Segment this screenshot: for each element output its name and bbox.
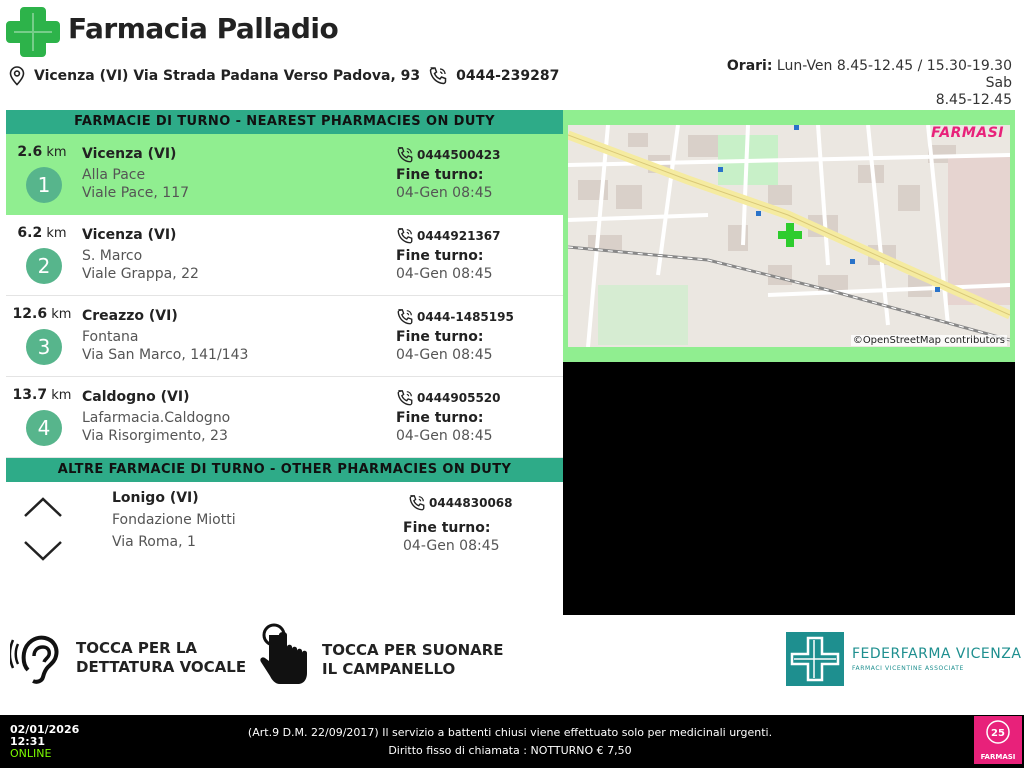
federfarma-cross-icon xyxy=(786,632,844,686)
other-phone-number: 0444830068 xyxy=(429,496,513,510)
federfarma-logo xyxy=(786,632,1021,686)
rank-badge: 3 xyxy=(26,329,62,365)
other-address: Via Roma, 1 xyxy=(112,534,196,550)
pharmacy-address: Via Risorgimento, 23 xyxy=(82,428,228,444)
header xyxy=(0,0,1024,110)
pharmacy-address: Viale Pace, 117 xyxy=(82,185,190,201)
other-end-time: 04-Gen 08:45 xyxy=(403,538,500,554)
map-canvas xyxy=(568,125,1010,347)
map[interactable] xyxy=(568,125,1010,347)
pharmacy-phone[interactable] xyxy=(396,389,501,407)
other-pharmacy xyxy=(6,482,563,615)
pharmacy-address: Vicenza (VI) Via Strada Padana Verso Padova, 93 xyxy=(34,68,421,84)
pharmacy-phone[interactable] xyxy=(396,146,501,164)
scroll-up-arrow-icon[interactable] xyxy=(22,494,64,520)
farmasi-badge xyxy=(974,716,1022,764)
pharmacy-address: Via San Marco, 141/143 xyxy=(82,347,249,363)
phone-number: 0444921367 xyxy=(417,229,501,243)
phone-number: 0444905520 xyxy=(417,391,501,405)
hours-line1: Lun-Ven 8.45-12.45 / 15.30-19.30 Sab xyxy=(776,58,1012,91)
distance: 13.7 km xyxy=(12,387,72,403)
distance: 12.6 km xyxy=(12,306,72,322)
end-time: 04-Gen 08:45 xyxy=(396,428,493,444)
rank-badge: 4 xyxy=(26,410,62,446)
location-pin-icon xyxy=(8,66,26,86)
phone-number: 0444500423 xyxy=(417,148,501,162)
other-end-label: Fine turno: xyxy=(403,520,491,536)
laurel-icon xyxy=(974,716,1022,750)
other-phone[interactable] xyxy=(408,494,513,512)
duty-pharmacy-row[interactable] xyxy=(6,215,563,296)
notice-line1: (Art.9 D.M. 22/09/2017) Il servizio a battenti chiusi viene effettuato solo per medicinali urgenti. xyxy=(247,726,773,739)
other-city: Lonigo (VI) xyxy=(112,490,199,506)
end-label: Fine turno: xyxy=(396,410,484,426)
video-display xyxy=(563,362,1015,615)
map-brand-logo: FARMASI xyxy=(931,125,1004,141)
federfarma-sub: FARMACI VICENTINE ASSOCIATE xyxy=(852,665,964,672)
phone-icon xyxy=(408,494,426,512)
pharmacy-name: S. Marco xyxy=(82,248,143,264)
federfarma-text xyxy=(852,646,1021,672)
phone-number: 0444-1485195 xyxy=(417,310,514,324)
opening-hours xyxy=(712,58,1012,109)
footer xyxy=(0,715,1024,768)
pharmacy-city: Caldogno (VI) xyxy=(82,389,190,405)
phone-icon xyxy=(396,227,414,245)
end-label: Fine turno: xyxy=(396,329,484,345)
connection-status: ONLINE xyxy=(10,747,52,760)
map-attribution: ©OpenStreetMap contributors xyxy=(852,335,1005,346)
bell-line1: TOCCA PER SUONARE xyxy=(322,641,504,659)
phone-icon xyxy=(396,389,414,407)
badge-label: FARMASI xyxy=(980,753,1016,761)
pharmacy-cross-logo xyxy=(6,5,60,59)
voice-line2: DETTATURA VOCALE xyxy=(76,658,247,676)
pharmacy-city: Creazzo (VI) xyxy=(82,308,178,324)
voice-label xyxy=(76,639,246,677)
contact-row xyxy=(8,66,559,86)
end-time: 04-Gen 08:45 xyxy=(396,347,493,363)
duty-section-header: FARMACIE DI TURNO - NEAREST PHARMACIES ON DUTY xyxy=(6,110,563,134)
pharmacy-phone: 0444-239287 xyxy=(456,68,560,84)
pharmacy-name: Lafarmacia.Caldogno xyxy=(82,410,231,426)
duty-pharmacy-row[interactable] xyxy=(6,134,563,215)
duty-pharmacy-row[interactable] xyxy=(6,377,563,458)
end-label: Fine turno: xyxy=(396,248,484,264)
pharmacy-phone[interactable] xyxy=(396,227,501,245)
end-time: 04-Gen 08:45 xyxy=(396,185,493,201)
federfarma-name: FEDERFARMA VICENZA xyxy=(852,646,1022,662)
end-time: 04-Gen 08:45 xyxy=(396,266,493,282)
rank-badge: 1 xyxy=(26,167,62,203)
map-panel xyxy=(563,110,1015,362)
rank-badge: 2 xyxy=(26,248,62,284)
notice-line2: Diritto fisso di chiamata : NOTTURNO € 7,50 xyxy=(388,744,632,757)
other-section-header: ALTRE FARMACIE DI TURNO - OTHER PHARMACIES ON DUTY xyxy=(6,458,563,482)
phone-icon xyxy=(396,146,414,164)
voice-line1: TOCCA PER LA xyxy=(76,639,198,657)
pharmacy-address: Viale Grappa, 22 xyxy=(82,266,199,282)
footer-notice xyxy=(180,724,840,760)
footer-date: 02/01/2026 xyxy=(10,723,80,736)
other-name: Fondazione Miotti xyxy=(112,512,236,528)
footer-time: 12:31 xyxy=(10,735,46,748)
duty-pharmacy-row[interactable] xyxy=(6,296,563,377)
pharmacies-panel xyxy=(6,110,563,615)
hours-line2: 8.45-12.45 xyxy=(935,92,1012,108)
pharmacy-name: Farmacia Palladio xyxy=(68,12,339,45)
hours-label: Orari: xyxy=(726,58,773,74)
ring-bell-button[interactable] xyxy=(260,622,504,698)
pharmacy-phone[interactable] xyxy=(396,308,514,326)
pharmacy-city: Vicenza (VI) xyxy=(82,146,177,162)
hand-tap-icon xyxy=(260,622,312,698)
pharmacy-name: Fontana xyxy=(82,329,139,345)
bell-label xyxy=(322,641,504,679)
badge-number: 25 xyxy=(991,728,1005,739)
pharmacy-city: Vicenza (VI) xyxy=(82,227,177,243)
distance: 2.6 km xyxy=(17,144,67,160)
scroll-down-arrow-icon[interactable] xyxy=(22,538,64,564)
end-label: Fine turno: xyxy=(396,167,484,183)
pharmacy-name: Alla Pace xyxy=(82,167,146,183)
voice-dictation-button[interactable] xyxy=(10,630,246,686)
phone-icon xyxy=(428,66,448,86)
ear-icon xyxy=(10,630,66,686)
phone-icon xyxy=(396,308,414,326)
distance: 6.2 km xyxy=(17,225,67,241)
duty-list xyxy=(6,134,563,458)
bell-line2: IL CAMPANELLO xyxy=(322,660,456,678)
